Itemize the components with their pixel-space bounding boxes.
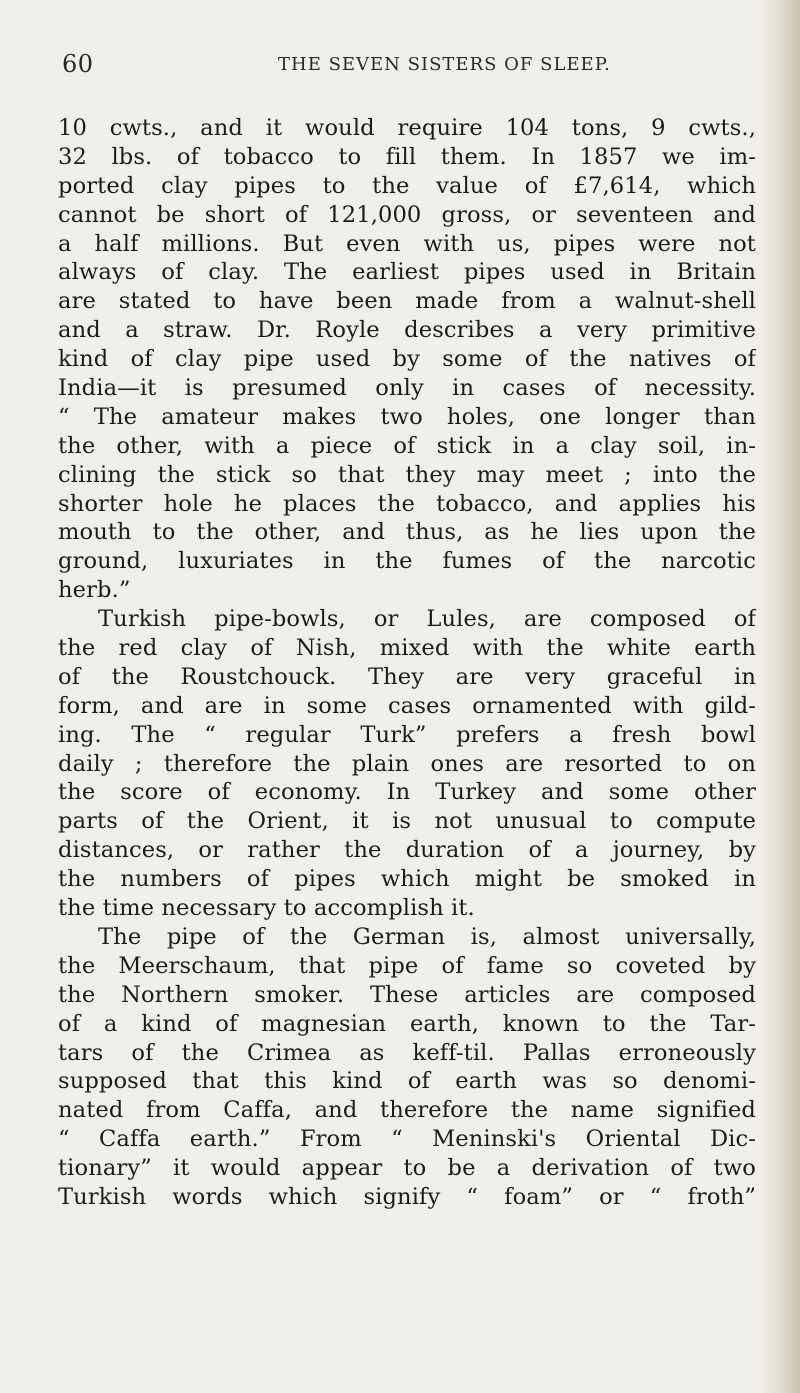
text-line: the other, with a piece of stick in a clay soil, in-	[58, 432, 756, 459]
text-line: clining the stick so that they may meet ; into the	[58, 461, 756, 488]
text-line: supposed that this kind of earth was so denomi-	[58, 1068, 756, 1095]
text-line: the red clay of Nish, mixed with the white earth	[58, 635, 756, 662]
text-line: 10 cwts., and it would require 104 tons, 9 cwts.,	[58, 115, 756, 141]
text-line: Turkish pipe-bowls, or Lules, are composed of	[98, 606, 756, 633]
text-line: and a straw. Dr. Royle describes a very primitive	[58, 317, 756, 344]
text-line: tars of the Crimea as keff-til. Pallas erroneously	[58, 1039, 756, 1066]
text-line: cannot be short of 121,000 gross, or seventeen and	[58, 201, 756, 228]
text-line: herb.”	[58, 577, 131, 604]
text-line: kind of clay pipe used by some of the natives of	[58, 346, 756, 373]
page-edge-shadow	[760, 0, 800, 1393]
text-line: ing. The “ regular Turk” prefers a fresh bowl	[58, 721, 756, 748]
text-line: nated from Caffa, and therefore the name signified	[58, 1097, 756, 1124]
text-line: form, and are in some cases ornamented with gild-	[58, 692, 756, 719]
text-line: of the Roustchouck. They are very graceful in	[58, 663, 756, 690]
text-line: daily ; therefore the plain ones are resorted to on	[58, 750, 756, 777]
text-line: the numbers of pipes which might be smoked in	[58, 866, 756, 893]
text-line: distances, or rather the duration of a journey, by	[58, 837, 756, 864]
text-line: a half millions. But even with us, pipes were not	[58, 230, 756, 257]
text-line: the Northern smoker. These articles are composed	[58, 981, 756, 1008]
page-number: 60	[62, 50, 94, 78]
text-line: ground, luxuriates in the fumes of the narcotic	[58, 548, 756, 575]
text-line: 32 lbs. of tobacco to fill them. In 1857 we im-	[58, 143, 756, 170]
text-line: ported clay pipes to the value of £7,614, which	[58, 172, 756, 199]
text-line: “ Caffa earth.” From “ Meninski's Oriental Dic-	[58, 1126, 756, 1153]
text-line: of a kind of magnesian earth, known to the Tar-	[58, 1010, 756, 1037]
text-line: are stated to have been made from a walnut-shell	[58, 288, 756, 315]
body-text	[58, 114, 756, 1212]
text-line: India—it is presumed only in cases of necessity.	[58, 375, 756, 402]
text-line: parts of the Orient, it is not unusual to compute	[58, 808, 756, 835]
text-line: Turkish words which signify “ foam” or “ froth”	[58, 1183, 756, 1210]
text-line: tionary” it would appear to be a derivation of two	[58, 1155, 756, 1182]
text-line: always of clay. The earliest pipes used in Britain	[58, 259, 756, 286]
text-line: the time necessary to accomplish it.	[58, 895, 475, 922]
text-line: mouth to the other, and thus, as he lies upon the	[58, 519, 756, 546]
text-line: the Meerschaum, that pipe of fame so coveted by	[58, 952, 756, 979]
page-header	[62, 50, 742, 86]
text-line: the score of economy. In Turkey and some other	[58, 779, 756, 806]
text-line: The pipe of the German is, almost universally,	[98, 923, 756, 950]
text-line: “ The amateur makes two holes, one longer than	[58, 403, 756, 430]
running-head: THE SEVEN SISTERS OF SLEEP.	[278, 54, 611, 75]
text-line: shorter hole he places the tobacco, and applies his	[58, 490, 756, 517]
